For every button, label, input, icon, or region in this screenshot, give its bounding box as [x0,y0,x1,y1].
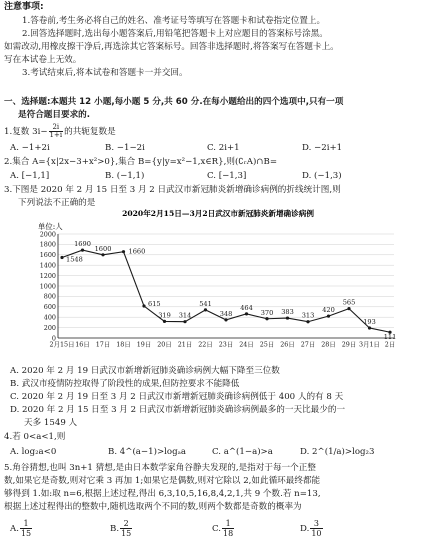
x-tick-label: 21日 [177,340,193,349]
y-tick-label: 1600 [39,251,56,260]
x-tick-label: 27日 [300,340,316,349]
q5-option-a: A. $\frac{1}{15}$ [10,519,32,538]
q3-stem-cont: 下列说法不正确的是 [18,198,96,208]
y-tick-label: 0 [51,334,56,343]
q1-fraction: $\frac{2i}{1+i}$ [49,123,63,139]
line-chart [28,196,408,354]
q2-stem: 2.集合 A={x|2x−3+x²>0},集合 B={y|y=x²−1,x∈R},则(∁ᵣA)∩B= [4,157,278,167]
data-label: 319 [158,311,171,320]
q1-option-a: A. −1+2i [10,143,50,153]
data-point [81,249,84,252]
data-point [101,253,104,256]
section-heading: 一、选择题:本题共 12 小题,每小题 5 分,共 60 分.在每小题给出的四个选项中,只有一项 [4,97,344,107]
data-point [142,304,145,307]
x-tick-label: 18日 [116,340,131,349]
x-tick-label: 28日 [321,340,336,349]
x-tick-label: 3月1日 [359,340,380,349]
data-point [204,308,207,311]
data-point [183,320,186,323]
data-point [265,317,268,320]
q4-option-b: B. 4^(a−1)>logₐa [108,447,187,457]
y-tick-label: 1000 [39,282,56,291]
q5-line-2: 数,如果它是奇数,则对它乘 3 再加 1;如果它是偶数,则对它除以 2,如此循环最终都能 [4,476,321,486]
x-tick-label: 16日 [75,340,90,349]
x-tick-label: 17日 [95,340,111,349]
q5-option-b: B. $\frac{2}{15}$ [110,519,132,538]
data-label: 541 [199,299,212,308]
q2-option-c: C. [−1,3] [207,171,247,181]
data-label: 111 [383,333,397,342]
q3-option-c: C. 2020 年 2 月 19 日至 3 月 2 日武汉市新增新冠肺炎确诊病例低于 400 人的有 8 天 [10,392,344,402]
data-point [122,250,125,253]
q1-stem: 1.复数 3i− $\frac{2i}{1+i}$ 的共轭复数是 [4,123,116,139]
x-tick-label: 26日 [280,340,295,349]
q5-option-c: C. $\frac{1}{18}$ [212,519,234,538]
data-label: 193 [363,317,376,326]
data-point [327,315,330,318]
y-tick-label: 600 [43,303,56,312]
data-point [306,320,309,323]
x-tick-label: 19日 [136,340,152,349]
data-label: 370 [260,308,274,317]
q1-option-b: B. −1−2i [105,143,145,153]
x-tick-label: 2月15日 [49,340,75,349]
x-tick-label: 22日 [198,340,213,349]
notice-item-2: 2.回答选择题时,选出每小题答案后,用铅笔把答题卡上对应题目的答案标号涂黑。 [22,29,328,39]
q5-line-3: 够得到 1.如:取 n=6,根据上述过程,得出 6,3,10,5,16,8,4,2,1,共 9 个数.若 n=13, [4,489,321,499]
data-label: 1548 [66,255,83,264]
q5-option-d: D. $\frac{3}{10}$ [300,519,322,538]
data-point [347,307,350,310]
data-label: 464 [240,303,253,312]
data-label: 565 [342,298,356,307]
data-label: 348 [219,309,233,318]
data-label: 1660 [128,247,146,256]
y-tick-label: 1400 [39,261,56,270]
data-point [60,256,63,259]
q3-option-d-cont: 天多 1549 人 [24,418,78,428]
chart-ylabel: 单位:人 [38,222,63,231]
q4-stem: 4.若 0<a<1,则 [4,432,66,442]
data-point [286,316,289,319]
section-heading-cont: 是符合题目要求的. [18,110,91,120]
y-tick-label: 2000 [39,230,56,239]
chart-data-labels [66,240,396,341]
data-label: 1690 [74,240,91,249]
y-tick-label: 400 [43,313,56,322]
data-label: 1600 [94,244,112,253]
notice-item-2-cont: 如需改动,用橡皮擦干净后,再选涂其它答案标号。回答非选择题时,将答案写在答题卡上。 [4,42,339,52]
x-tick-label: 29日 [341,340,357,349]
chart-title: 2020年2月15日—3月2日武汉市新冠肺炎新增确诊病例 [122,209,314,218]
data-label: 420 [322,306,335,315]
x-tick-label: 23日 [218,340,234,349]
x-tick-label: 24日 [239,340,254,349]
chart-series [60,249,391,334]
data-label: 313 [301,311,315,320]
q4-option-c: C. a^(1−a)>a [212,447,273,457]
notice-item-3: 3.考试结束后,将本试卷和答题卡一并交回。 [22,68,188,78]
data-point [224,318,227,321]
data-label: 314 [178,311,192,320]
notice-item-2-end: 写在本试卷上无效。 [4,55,82,65]
q1-option-c: C. 2i+1 [207,143,240,153]
data-label: 615 [148,300,161,309]
y-tick-label: 200 [43,323,56,332]
x-tick-label: 20日 [157,340,172,349]
q2-option-d: D. (−1,3) [302,171,342,181]
x-tick-label: 2日 [384,340,396,349]
q2-option-b: B. (−1,1) [105,171,145,181]
q3-stem: 3.下图是 2020 年 2 月 15 日至 3 月 2 日武汉市新冠肺炎新增确诊病例的折线统计图,则 [4,185,341,195]
x-tick-label: 25日 [259,340,275,349]
notice-title: 注意事项: [4,2,44,12]
data-label: 383 [281,308,294,317]
q4-option-a: A. log₂a<0 [10,447,57,457]
q3-option-b: B. 武汉市疫情防控取得了阶段性的成果,但防控要求不能降低 [10,379,240,389]
data-point [245,312,248,315]
y-tick-label: 1200 [39,271,56,280]
chart-axes [40,230,396,348]
y-tick-label: 1800 [39,240,56,249]
q1-option-d: D. −2i+1 [302,143,343,153]
q5-line-1: 5.角谷猜想,也叫 3n+1 猜想,是由日本数学家角谷静夫发现的,是指对于每一个正整 [4,463,316,473]
data-point [163,320,166,323]
y-tick-label: 800 [43,292,56,301]
data-point [368,326,371,329]
q5-line-4: 根据上述过程得出的整数中,随机选取两个不同的数,则两个数都是奇数的概率为 [4,502,302,512]
q3-option-a: A. 2020 年 2 月 19 日武汉市新增新冠肺炎确诊病例大幅下降至三位数 [10,366,280,376]
q3-option-d: D. 2020 年 2 月 15 日至 3 月 2 日武汉市新增新冠肺炎确诊病例最多的一天比最少的一 [10,405,346,415]
q4-option-d: D. 2^(1/a)>log₂3 [300,447,375,457]
notice-item-1: 1.答卷前,考生务必将自己的姓名、准考证号等填写在答题卡和试卷指定位置上。 [22,16,326,26]
q2-option-a: A. [−1,1] [10,171,50,181]
